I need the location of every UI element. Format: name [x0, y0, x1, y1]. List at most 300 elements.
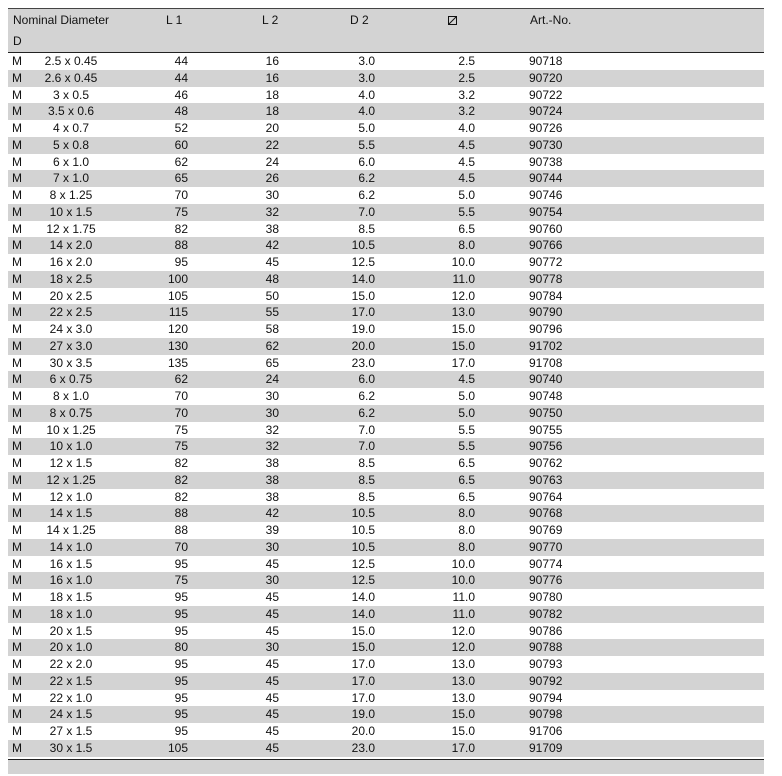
- cell-m: M: [12, 740, 22, 755]
- cell-l2: 30: [265, 389, 279, 403]
- cell-sq: 15.0: [451, 724, 475, 738]
- table-row: [8, 422, 764, 439]
- cell-art: 90744: [529, 171, 563, 186]
- table-row: [8, 589, 764, 606]
- cell-art: 90756: [529, 439, 563, 454]
- cell-sq: 10.0: [451, 573, 475, 588]
- cell-d2: 12.5: [351, 556, 375, 571]
- table-row: [8, 221, 764, 238]
- cell-l1: 60: [174, 137, 188, 152]
- cell-m: M: [12, 389, 22, 403]
- cell-l1: 95: [174, 690, 188, 705]
- cell-sq: 8.0: [458, 523, 475, 537]
- cell-art: 90748: [529, 389, 563, 403]
- cell-sq: 12.0: [451, 640, 475, 655]
- cell-art: 90760: [529, 221, 563, 236]
- cell-l1: 115: [168, 305, 188, 320]
- cell-sq: 6.5: [458, 489, 475, 504]
- cell-sq: 5.5: [458, 422, 475, 437]
- cell-d2: 17.0: [351, 690, 375, 705]
- cell-l2: 39: [265, 523, 279, 537]
- cell-art: 90766: [529, 238, 563, 253]
- cell-l2: 45: [265, 724, 279, 738]
- table-row: [8, 304, 764, 321]
- cell-l1: 105: [167, 288, 188, 303]
- cell-m: M: [12, 556, 22, 571]
- table-row: [8, 120, 764, 137]
- cell-size: 30 x 3.5: [49, 355, 93, 370]
- cell-art: 90730: [529, 137, 563, 152]
- cell-l2: 24: [265, 372, 279, 387]
- cell-art: 90798: [529, 707, 563, 722]
- cell-size: 12 x 1.0: [49, 489, 93, 504]
- cell-sq: 5.5: [458, 439, 475, 454]
- cell-m: M: [12, 288, 22, 303]
- table-row: [8, 606, 764, 623]
- cell-l2: 45: [265, 590, 279, 604]
- cell-sq: 17.0: [451, 355, 475, 370]
- table-row: [8, 371, 764, 388]
- cell-l1: 130: [167, 338, 188, 353]
- cell-m: M: [12, 238, 22, 253]
- cell-sq: 13.0: [451, 673, 475, 688]
- cell-m: M: [12, 657, 22, 671]
- cell-size: 14 x 1.0: [49, 539, 93, 554]
- cell-l2: 38: [265, 472, 279, 487]
- cell-size: 10 x 1.5: [49, 204, 93, 219]
- cell-l1: 70: [174, 389, 188, 403]
- cell-d2: 8.5: [358, 221, 375, 236]
- cell-l2: 45: [265, 606, 279, 621]
- cell-art: 90776: [529, 573, 563, 588]
- cell-sq: 15.0: [451, 707, 475, 722]
- cell-l1: 95: [174, 673, 188, 688]
- cell-size: 30 x 1.5: [49, 740, 93, 755]
- cell-m: M: [12, 188, 22, 202]
- cell-l1: 105: [167, 740, 188, 755]
- cell-l2: 45: [265, 690, 279, 705]
- cell-art: 90774: [529, 556, 563, 571]
- cell-d2: 6.2: [358, 188, 375, 202]
- cell-size: 27 x 1.5: [49, 724, 93, 738]
- cell-size: 10 x 1.25: [46, 422, 96, 437]
- cell-l1: 70: [174, 539, 188, 554]
- cell-size: 8 x 1.25: [49, 188, 93, 202]
- table-row: [8, 254, 764, 271]
- cell-d2: 4.0: [358, 104, 375, 119]
- cell-l1: 82: [174, 489, 188, 504]
- cell-l1: 82: [174, 472, 188, 487]
- cell-sq: 10.0: [451, 556, 475, 571]
- cell-sq: 5.0: [458, 188, 475, 202]
- cell-l2: 45: [265, 556, 279, 571]
- cell-l1: 75: [174, 204, 188, 219]
- cell-m: M: [12, 87, 22, 102]
- cell-sq: 12.0: [451, 623, 475, 638]
- cell-l2: 16: [265, 54, 279, 68]
- cell-l1: 95: [174, 657, 188, 671]
- cell-sq: 13.0: [451, 657, 475, 671]
- cell-l1: 62: [174, 154, 188, 169]
- cell-m: M: [12, 724, 22, 738]
- cell-l2: 58: [265, 322, 279, 336]
- cell-l2: 32: [265, 204, 279, 219]
- cell-sq: 4.5: [458, 171, 475, 186]
- cell-art: 90780: [529, 590, 563, 604]
- cell-l2: 55: [265, 305, 279, 320]
- cell-d2: 10.5: [351, 539, 375, 554]
- cell-sq: 4.5: [458, 154, 475, 169]
- cell-m: M: [12, 606, 22, 621]
- cell-size: 18 x 1.0: [49, 606, 93, 621]
- cell-size: 20 x 1.5: [49, 623, 93, 638]
- cell-d2: 10.5: [351, 506, 375, 521]
- cell-m: M: [12, 121, 22, 135]
- cell-art: 90786: [529, 623, 563, 638]
- cell-d2: 6.2: [358, 389, 375, 403]
- cell-art: 90794: [529, 690, 563, 705]
- cell-l1: 62: [174, 372, 188, 387]
- cell-d2: 6.2: [358, 171, 375, 186]
- cell-art: 90750: [529, 405, 563, 420]
- cell-l2: 18: [265, 87, 279, 102]
- cell-sq: 10.0: [451, 255, 475, 269]
- table-row: [8, 522, 764, 539]
- cell-l1: 135: [167, 355, 188, 370]
- cell-sq: 17.0: [451, 740, 475, 755]
- table-row: [8, 723, 764, 740]
- cell-l1: 80: [174, 640, 188, 655]
- cell-sq: 2.5: [458, 70, 475, 85]
- cell-m: M: [12, 271, 22, 286]
- cell-l2: 38: [265, 221, 279, 236]
- cell-sq: 6.5: [458, 456, 475, 470]
- cell-art: 90788: [529, 640, 563, 655]
- table-row: [8, 505, 764, 522]
- cell-d2: 15.0: [351, 623, 375, 638]
- cell-l1: 82: [174, 221, 188, 236]
- cell-d2: 4.0: [358, 87, 375, 102]
- cell-m: M: [12, 221, 22, 236]
- cell-l2: 45: [265, 673, 279, 688]
- cell-l1: 88: [174, 523, 188, 537]
- cell-m: M: [12, 154, 22, 169]
- cell-l2: 30: [265, 188, 279, 202]
- cell-l2: 38: [265, 456, 279, 470]
- cell-sq: 4.0: [458, 121, 475, 135]
- cell-l2: 30: [265, 405, 279, 420]
- table-row: [8, 438, 764, 455]
- cell-l1: 44: [174, 54, 188, 68]
- cell-size: 2.5 x 0.45: [44, 54, 98, 68]
- cell-m: M: [12, 204, 22, 219]
- cell-size: 8 x 1.0: [52, 389, 90, 403]
- cell-art: 91709: [529, 740, 563, 755]
- cell-l1: 95: [174, 724, 188, 738]
- cell-l1: 95: [174, 590, 188, 604]
- cell-l2: 16: [265, 70, 279, 85]
- cell-m: M: [12, 439, 22, 454]
- cell-m: M: [12, 255, 22, 269]
- table-row: [8, 656, 764, 673]
- table-row: [8, 87, 764, 104]
- cell-l1: 88: [174, 506, 188, 521]
- cell-m: M: [12, 523, 22, 537]
- cell-d2: 14.0: [351, 271, 375, 286]
- cell-d2: 3.0: [358, 54, 375, 68]
- cell-m: M: [12, 456, 22, 470]
- cell-m: M: [12, 673, 22, 688]
- cell-size: 4 x 0.7: [52, 121, 90, 135]
- cell-m: M: [12, 623, 22, 638]
- cell-m: M: [12, 372, 22, 387]
- table-row: [8, 572, 764, 589]
- cell-size: 14 x 1.5: [49, 506, 93, 521]
- table-row: [8, 740, 764, 757]
- table-row: [8, 170, 764, 187]
- table-row: [8, 53, 764, 70]
- header-l1: L 1: [166, 13, 183, 27]
- cell-l2: 42: [265, 238, 279, 253]
- cell-size: 27 x 3.0: [49, 338, 93, 353]
- cell-sq: 15.0: [451, 322, 475, 336]
- cell-l1: 95: [174, 255, 188, 269]
- cell-l1: 120: [167, 322, 188, 336]
- cell-sq: 6.5: [458, 221, 475, 236]
- cell-art: 90796: [529, 322, 563, 336]
- cell-size: 3.5 x 0.6: [47, 104, 95, 119]
- cell-size: 6 x 0.75: [49, 372, 93, 387]
- cell-d2: 20.0: [351, 338, 375, 353]
- cell-art: 90764: [529, 489, 563, 504]
- table-row: [8, 70, 764, 87]
- cell-sq: 3.2: [458, 104, 475, 119]
- cell-m: M: [12, 489, 22, 504]
- cell-size: 22 x 1.0: [49, 690, 93, 705]
- table-row: [8, 623, 764, 640]
- cell-l2: 30: [265, 573, 279, 588]
- cell-l2: 50: [265, 288, 279, 303]
- cell-size: 16 x 1.0: [49, 573, 93, 588]
- cell-d2: 7.0: [358, 422, 375, 437]
- cell-m: M: [12, 690, 22, 705]
- cell-l1: 75: [174, 439, 188, 454]
- cell-m: M: [12, 104, 22, 119]
- table-row: [8, 154, 764, 171]
- cell-m: M: [12, 322, 22, 336]
- cell-m: M: [12, 171, 22, 186]
- cell-art: 90770: [529, 539, 563, 554]
- cell-size: 12 x 1.5: [49, 456, 93, 470]
- cell-m: M: [12, 422, 22, 437]
- table-row: [8, 204, 764, 221]
- table-row: [8, 271, 764, 288]
- cell-l2: 62: [265, 338, 279, 353]
- cell-sq: 6.5: [458, 472, 475, 487]
- table-header: [8, 8, 764, 53]
- cell-size: 12 x 1.25: [46, 472, 96, 487]
- cell-m: M: [12, 137, 22, 152]
- cell-size: 10 x 1.0: [49, 439, 93, 454]
- cell-size: 5 x 0.8: [52, 137, 90, 152]
- table-row: [8, 187, 764, 204]
- cell-l2: 30: [265, 640, 279, 655]
- table-row: [8, 405, 764, 422]
- cell-art: 90769: [529, 523, 563, 537]
- cell-size: 20 x 1.0: [49, 640, 93, 655]
- cell-sq: 12.0: [451, 288, 475, 303]
- cell-l1: 70: [174, 405, 188, 420]
- cell-l1: 95: [174, 556, 188, 571]
- cell-art: 90763: [529, 472, 563, 487]
- cell-art: 90755: [529, 422, 563, 437]
- cell-size: 7 x 1.0: [52, 171, 90, 186]
- cell-l2: 65: [265, 355, 279, 370]
- cell-d2: 17.0: [351, 305, 375, 320]
- cell-l1: 75: [174, 573, 188, 588]
- cell-d2: 6.2: [358, 405, 375, 420]
- cell-sq: 11.0: [452, 271, 475, 286]
- cell-art: 90722: [529, 87, 563, 102]
- cell-l1: 95: [174, 623, 188, 638]
- cell-m: M: [12, 338, 22, 353]
- table-row: [8, 321, 764, 338]
- cell-sq: 11.0: [452, 590, 475, 604]
- square-drive-icon: [448, 13, 457, 27]
- cell-sq: 13.0: [451, 690, 475, 705]
- cell-d2: 7.0: [358, 204, 375, 219]
- header-l2: L 2: [262, 13, 279, 27]
- cell-d2: 10.5: [351, 238, 375, 253]
- cell-size: 16 x 1.5: [49, 556, 93, 571]
- cell-l2: 18: [265, 104, 279, 119]
- cell-sq: 8.0: [458, 539, 475, 554]
- header-d2: D 2: [350, 13, 369, 27]
- cell-l1: 100: [167, 271, 188, 286]
- cell-l1: 70: [174, 188, 188, 202]
- cell-d2: 20.0: [351, 724, 375, 738]
- cell-art: 90718: [529, 54, 563, 68]
- tap-spec-table: [8, 8, 764, 774]
- cell-sq: 5.5: [458, 204, 475, 219]
- cell-art: 90790: [529, 305, 563, 320]
- cell-l2: 32: [265, 422, 279, 437]
- table-row: [8, 338, 764, 355]
- cell-m: M: [12, 506, 22, 521]
- cell-l1: 95: [174, 606, 188, 621]
- cell-sq: 13.0: [451, 305, 475, 320]
- table-row: [8, 639, 764, 656]
- cell-size: 18 x 2.5: [49, 271, 93, 286]
- cell-d2: 3.0: [358, 70, 375, 85]
- cell-art: 90740: [529, 372, 563, 387]
- table-row: [8, 388, 764, 405]
- cell-l2: 20: [265, 121, 279, 135]
- cell-art: 90720: [529, 70, 563, 85]
- table-footer-bar: [8, 759, 764, 774]
- cell-d2: 23.0: [351, 740, 375, 755]
- header-art-no: Art.-No.: [530, 13, 572, 27]
- table-row: [8, 137, 764, 154]
- cell-m: M: [12, 707, 22, 722]
- table-row: [8, 539, 764, 556]
- cell-l2: 45: [265, 255, 279, 269]
- cell-size: 14 x 1.25: [46, 523, 96, 537]
- cell-art: 90754: [529, 204, 563, 219]
- cell-art: 91702: [529, 338, 563, 353]
- table-row: [8, 472, 764, 489]
- cell-d2: 6.0: [358, 154, 375, 169]
- cell-d2: 12.5: [351, 573, 375, 588]
- cell-size: 16 x 2.0: [49, 255, 93, 269]
- cell-m: M: [12, 305, 22, 320]
- cell-size: 14 x 2.0: [49, 238, 93, 253]
- cell-d2: 23.0: [351, 355, 375, 370]
- cell-l2: 45: [265, 623, 279, 638]
- cell-art: 90738: [529, 154, 563, 169]
- cell-l2: 24: [265, 154, 279, 169]
- table-row: [8, 673, 764, 690]
- cell-art: 90784: [529, 288, 563, 303]
- cell-d2: 10.5: [351, 523, 375, 537]
- cell-l2: 45: [265, 740, 279, 755]
- cell-l2: 45: [265, 657, 279, 671]
- cell-m: M: [12, 472, 22, 487]
- table-row: [8, 489, 764, 506]
- cell-m: M: [12, 590, 22, 604]
- table-row: [8, 237, 764, 254]
- cell-l2: 26: [265, 171, 279, 186]
- cell-l1: 82: [174, 456, 188, 470]
- cell-size: 24 x 1.5: [49, 707, 93, 722]
- cell-m: M: [12, 54, 22, 68]
- cell-sq: 11.0: [452, 606, 475, 621]
- cell-l2: 45: [265, 707, 279, 722]
- cell-size: 2.6 x 0.45: [44, 70, 98, 85]
- cell-size: 22 x 2.5: [49, 305, 93, 320]
- cell-d2: 19.0: [351, 322, 375, 336]
- cell-size: 18 x 1.5: [49, 590, 93, 604]
- cell-d2: 8.5: [358, 456, 375, 470]
- cell-sq: 4.5: [458, 137, 475, 152]
- cell-art: 90746: [529, 188, 563, 202]
- cell-m: M: [12, 640, 22, 655]
- cell-d2: 14.0: [351, 606, 375, 621]
- cell-sq: 5.0: [458, 389, 475, 403]
- cell-l1: 46: [174, 87, 188, 102]
- cell-sq: 2.5: [458, 54, 475, 68]
- cell-size: 22 x 1.5: [49, 673, 93, 688]
- cell-art: 90724: [529, 104, 563, 119]
- cell-m: M: [12, 539, 22, 554]
- cell-d2: 8.5: [358, 472, 375, 487]
- cell-sq: 15.0: [451, 338, 475, 353]
- cell-art: 90778: [529, 271, 563, 286]
- cell-m: M: [12, 573, 22, 588]
- table-body: [8, 53, 764, 757]
- cell-d2: 15.0: [351, 640, 375, 655]
- cell-l2: 38: [265, 489, 279, 504]
- cell-d2: 12.5: [351, 255, 375, 269]
- cell-d2: 14.0: [351, 590, 375, 604]
- cell-l2: 42: [265, 506, 279, 521]
- cell-d2: 17.0: [351, 657, 375, 671]
- table-row: [8, 455, 764, 472]
- cell-d2: 5.5: [358, 137, 375, 152]
- cell-art: 90768: [529, 506, 563, 521]
- cell-sq: 3.2: [458, 87, 475, 102]
- cell-size: 22 x 2.0: [49, 657, 93, 671]
